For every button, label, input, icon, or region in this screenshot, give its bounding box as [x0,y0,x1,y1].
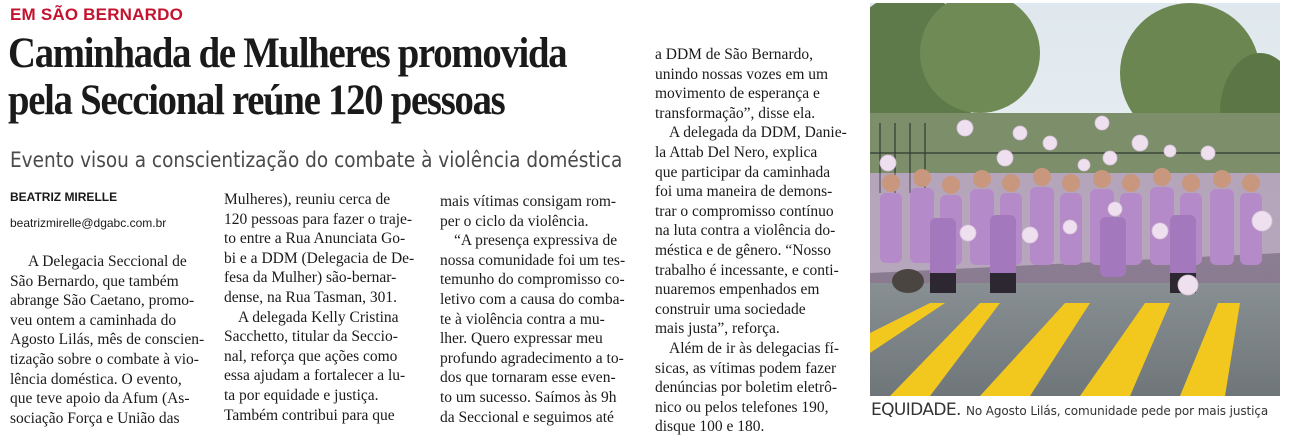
text-line: nal, reforça que ações como [224,347,398,365]
article-column-2 [224,190,420,425]
text-line: la Attab Del Nero, explica [655,143,818,161]
text-line: construir uma sociedade [655,300,806,318]
text-line: to um sucesso. Saímos às 9h [440,388,617,406]
text-line: bi e a DDM (Delegacia de De- [224,249,415,267]
text-line: tização sobre o combate à vio- [10,350,199,368]
text-line: letivo com a causa do comba- [440,290,625,308]
subtitle: Evento visou a conscientização do combate à violência doméstica [10,148,623,172]
text-line: te à violência contra a mu- [440,310,605,328]
text-line: profundo agradecimento a to- [440,349,624,367]
text-line: méstica e de gênero. “Nosso [655,241,832,259]
text-line: per o ciclo da violência. [440,212,589,230]
text-line: A delegada da DDM, Danie- [669,124,847,142]
text-line: to entre a Rua Anunciata Go- [224,230,406,248]
byline-author: BEATRIZ MIRELLE [10,190,118,204]
text-line: lher. Quero expressar meu [440,330,603,348]
text-line: nossa comunidade foi um tes- [440,251,626,269]
text-line: mais justa”, reforça. [655,320,780,338]
text-line: a DDM de São Bernardo, [655,46,813,63]
text-line: movimento de esperança e [655,85,820,103]
text-line: São Bernardo, que também [10,272,179,290]
text-line: disque 100 e 180. [655,418,765,436]
caption-text: No Agosto Lilás, comunidade pede por mais justiça [965,404,1269,418]
text-line: trabalho é incessante, e conti- [655,261,839,279]
text-line: Sacchetto, titular da Seccio- [224,328,398,346]
article-column-4 [655,45,851,437]
text-line: abrange São Caetano, promo- [10,292,195,310]
text-line: veu ontem a caminhada do [10,311,177,329]
byline-email: beatrizmirelle@dgabc.com.br [10,216,167,230]
text-line: que participar da caminhada [655,163,831,181]
text-line: “A presença expressiva de [454,232,618,250]
text-line: mais vítimas consigam rom- [440,193,617,210]
text-line: transformação”, disse ela. [655,104,816,122]
text-line: nico ou pelos telefones 190, [655,398,829,416]
text-line: Mulheres), reuniu cerca de [224,191,391,208]
text-line: essa ajudam a fortalecer a lu- [224,367,406,385]
text-line: A delegada Kelly Cristina [238,308,399,326]
text-line: da Seccional e seguimos até [440,408,614,426]
text-line: na luta contra a violência do- [655,222,836,240]
text-line: que teve apoio da Afum (As- [10,390,190,408]
text-line: temunho do compromisso co- [440,271,625,289]
text-line: Também contribui para que [224,406,395,424]
article-column-3 [440,192,636,427]
caption-label: EQUIDADE. [871,400,961,420]
headline-line: pela Seccional reúne 120 pessoas [8,77,505,124]
text-line: Agosto Lilás, mês de conscien- [10,331,205,349]
text-line: unindo nossas vozes em um [655,65,829,83]
text-line: foi uma maneira de demons- [655,183,833,201]
text-line: lência doméstica. O evento, [10,370,182,388]
group-photo [870,3,1280,396]
text-line: sicas, as vítimas podem fazer [655,359,837,377]
group-photo-illustration [870,3,1280,396]
text-line: nuaremos empenhados em [655,281,820,299]
photo-caption [871,400,1286,420]
text-line: dos que tornaram esse even- [440,369,616,387]
text-line: 120 pessoas para fazer o traje- [224,210,413,228]
text-line: sociação Força e União das [10,409,180,427]
text-line: A Delegacia Seccional de [28,253,187,270]
article-column-1 [10,252,206,428]
text-line: trar o compromisso contínuo [655,202,834,220]
text-line: dense, na Rua Tasman, 301. [224,288,397,306]
section-kicker: EM SÃO BERNARDO [10,5,184,24]
headline [8,30,584,124]
text-line: Além de ir às delegacias fí- [669,339,839,357]
headline-line: Caminhada de Mulheres promovida [8,30,567,77]
text-line: ta por equidade e justiça. [224,386,379,404]
text-line: fesa da Mulher) são-bernar- [224,269,397,287]
text-line: denúncias por boletim eletrô- [655,379,838,397]
